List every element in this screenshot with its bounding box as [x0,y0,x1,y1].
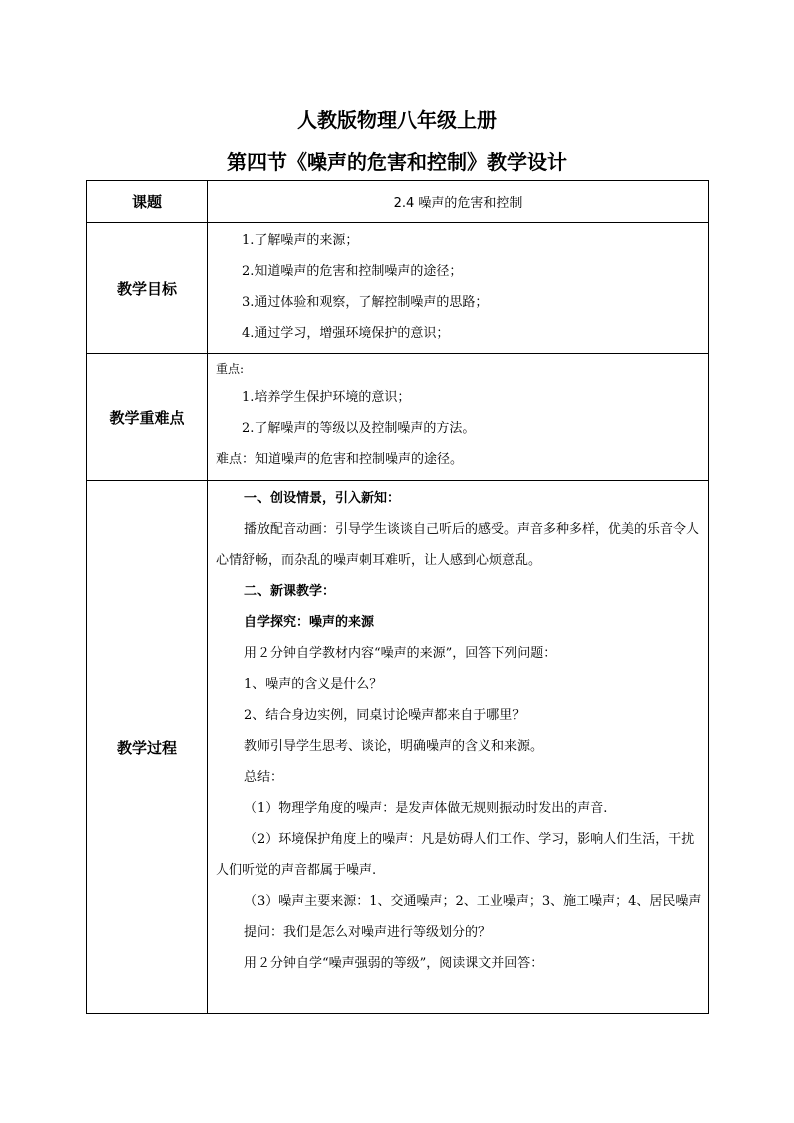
section-heading: 二、新课教学： [244,584,336,599]
lesson-plan-table [86,180,709,1014]
process-content [208,481,709,1014]
paragraph: 用２分钟自学教材内容“噪声的来源”，回答下列问题： [244,646,557,661]
list-item: 1、噪声的含义是什么？ [244,677,383,692]
goals-content [208,223,709,354]
list-item: 1.培养学生保护环境的意识； [242,390,411,405]
list-item: 2.了解噪声的等级以及控制噪声的方法。 [242,421,476,436]
list-item: （3）噪声主要来源：1、交通噪声；2、工业噪声；3、施工噪声；4、居民噪声 [244,894,702,909]
paragraph: 总结： [244,770,284,785]
table-row-topic [87,181,709,223]
goals-label: 教学目标 [87,223,208,354]
table-row-goals [87,223,709,354]
list-item: 2、结合身边实例，同桌讨论噪声都来自于哪里？ [244,708,526,723]
keypoints-content [208,354,709,481]
list-item: 4.通过学习，增强环境保护的意识； [242,326,450,341]
list-item: 3.通过体验和观察，了解控制噪声的思路； [242,295,489,310]
keypoints-label: 教学重难点 [87,354,208,481]
table-row-process [87,481,709,1014]
list-item: （2）环境保护角度上的噪声：凡是妨碍人们工作、学习，影响人们生活，干扰人们听觉的声音都属于噪声. [216,832,695,878]
topic-label: 课题 [87,181,208,223]
list-item: 1.了解噪声的来源； [242,233,359,248]
topic-value: 2.4 噪声的危害和控制 [208,181,709,223]
subsection-heading: 自学探究：噪声的来源 [244,615,375,630]
paragraph: 教师引导学生思考、谈论，明确噪声的含义和来源。 [244,739,544,754]
paragraph: 播放配音动画：引导学生谈谈自己听后的感受。声音多种多样，优美的乐音令人心情舒畅，而杂乱的噪声刺耳难听，让人感到心烦意乱。 [216,522,700,568]
section-heading: 一、创设情景，引入新知： [244,491,401,506]
lesson-title: 第四节《噪声的危害和控制》教学设计 [227,150,567,174]
difficulty-text: 难点：知道噪声的危害和控制噪声的途径。 [216,452,464,467]
table-row-keypoints [87,354,709,481]
list-item: （1）物理学角度的噪声：是发声体做无规则振动时发出的声音. [244,801,608,816]
document-title: 人教版物理八年级上册 [297,108,497,132]
focus-heading: 重点: [216,362,245,376]
process-label: 教学过程 [87,481,208,1014]
paragraph: 提问：我们是怎么对噪声进行等级划分的？ [244,925,492,940]
paragraph: 用２分钟自学“噪声强弱的等级”，阅读课文并回答： [244,956,544,971]
list-item: 2.知道噪声的危害和控制噪声的途径； [242,264,463,279]
